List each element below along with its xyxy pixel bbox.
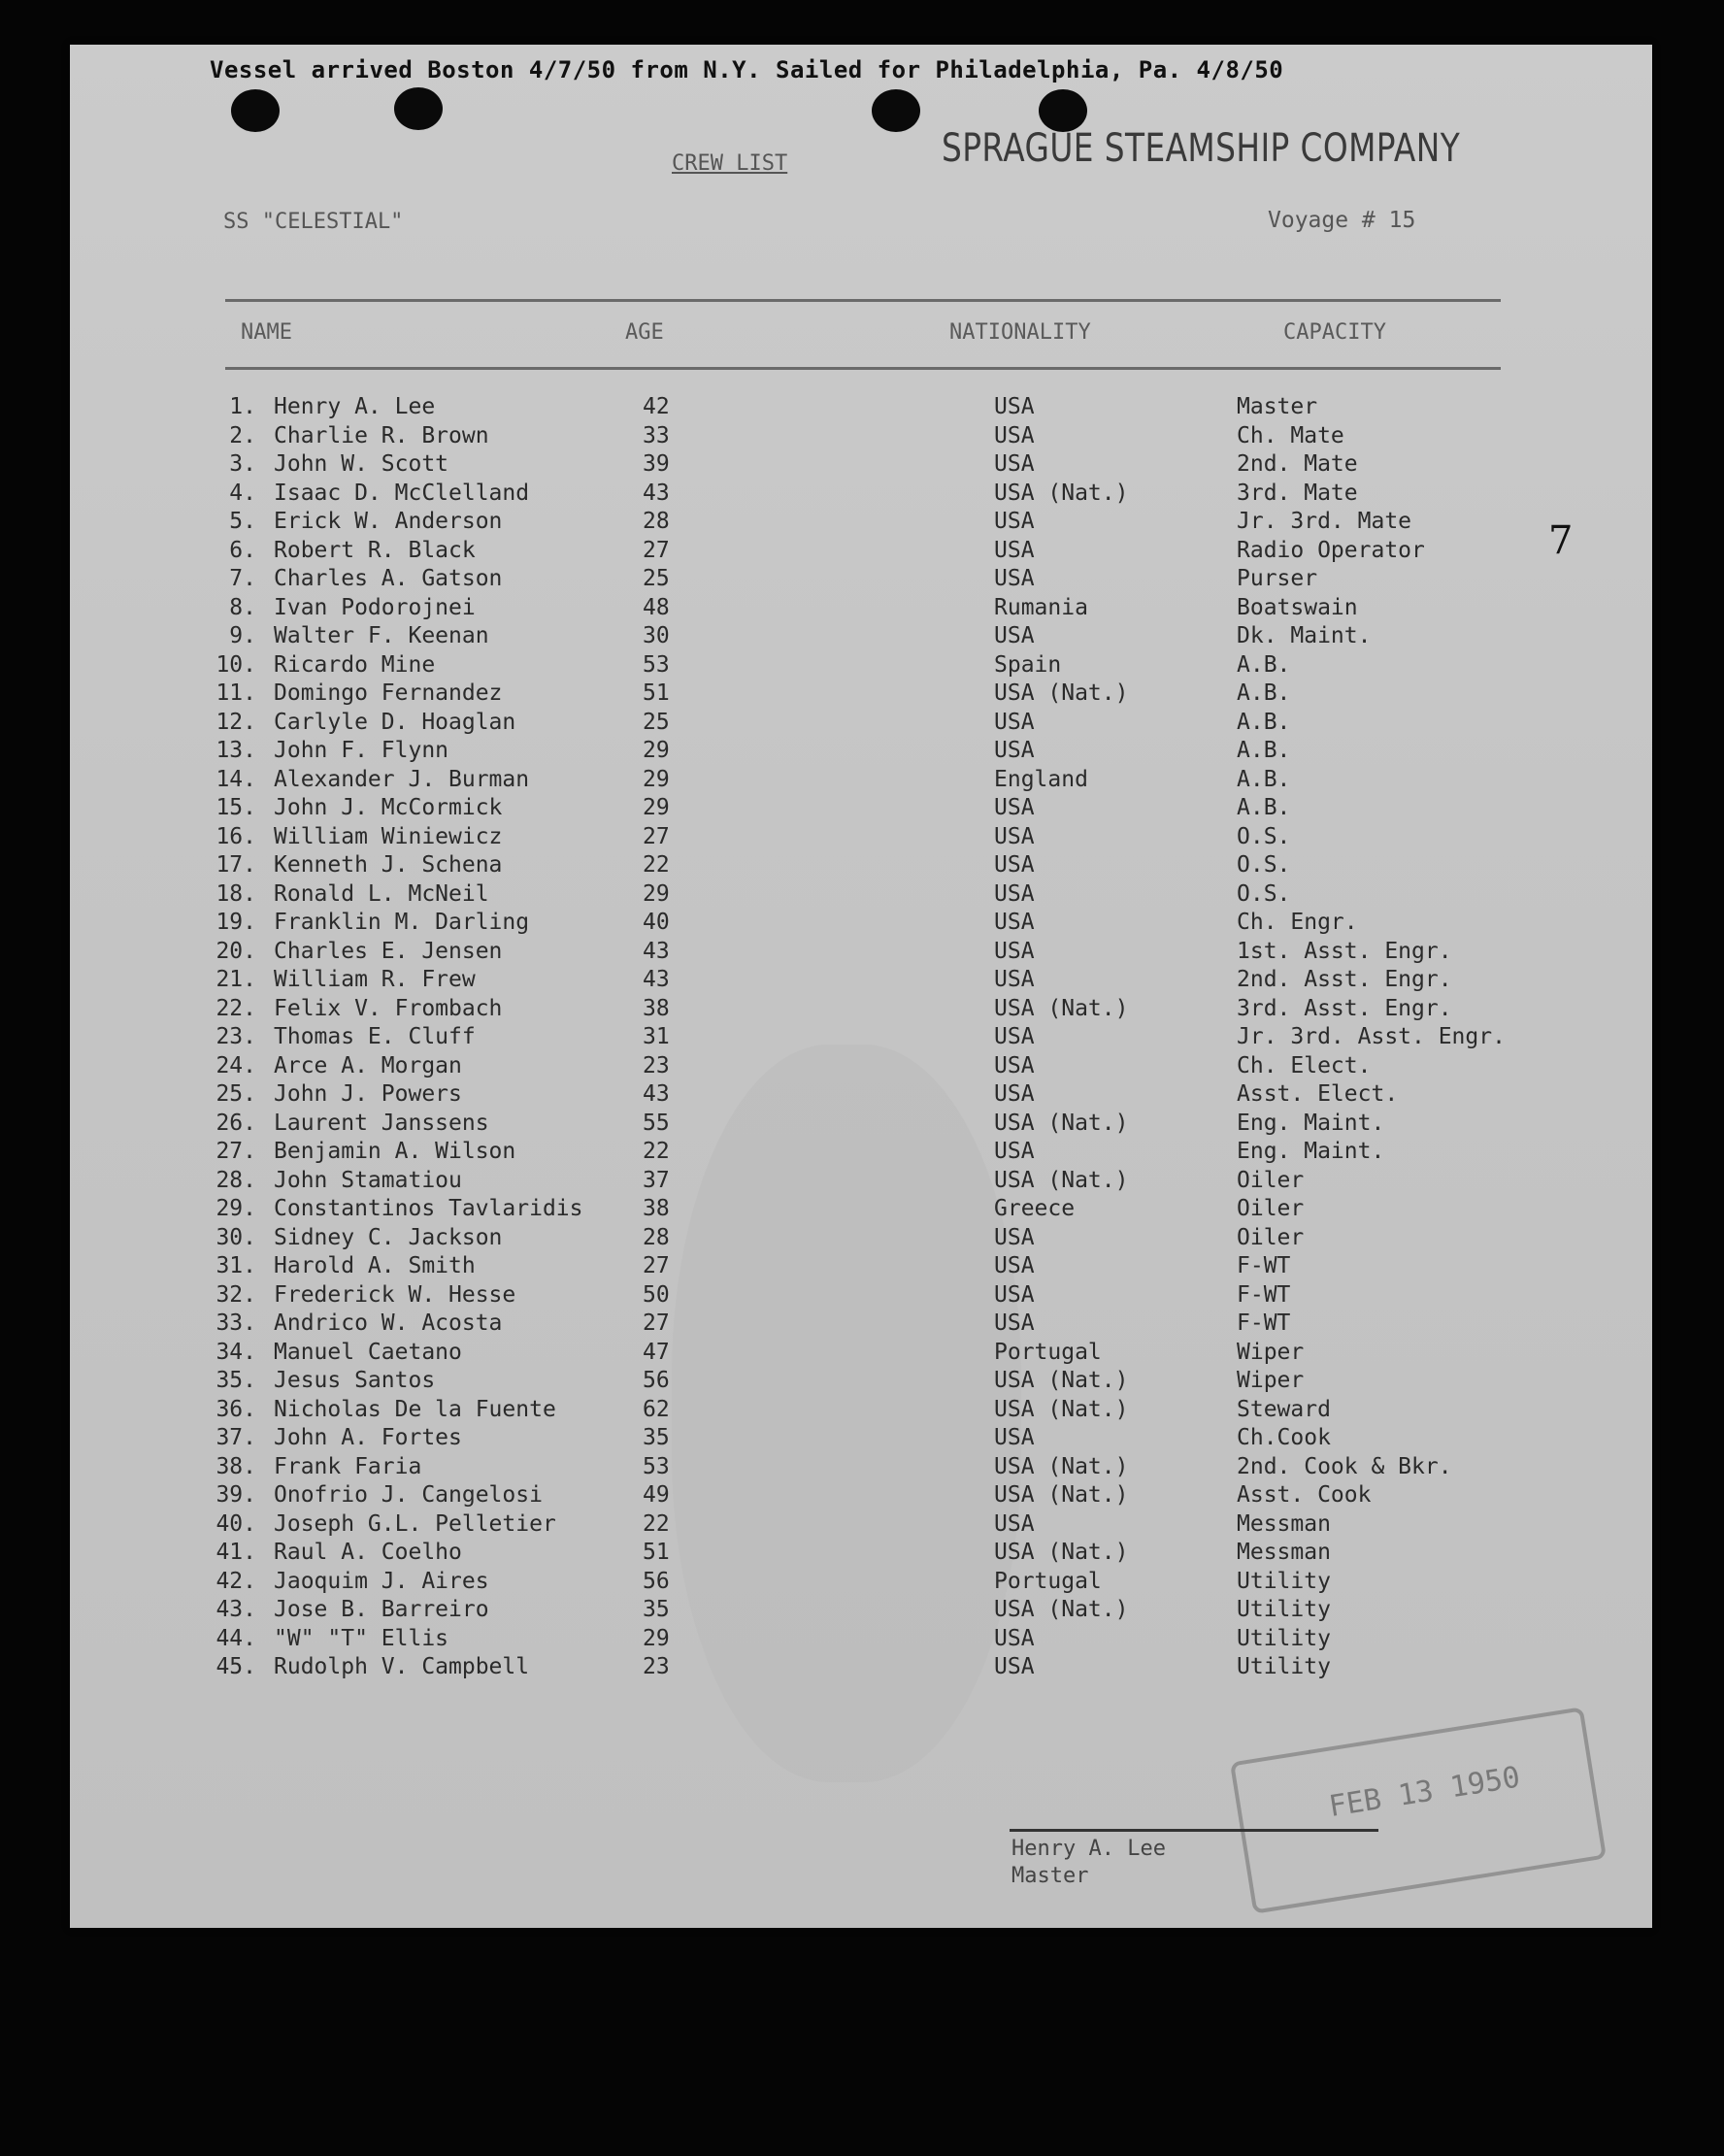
crew-name: Charlie R. Brown: [274, 422, 489, 448]
arrival-note: Vessel arrived Boston 4/7/50 from N.Y. Sailed for Philadelphia, Pa. 4/8/50: [210, 56, 1284, 83]
signature-line: [1010, 1829, 1378, 1832]
crew-age: 23: [643, 1052, 670, 1078]
crew-name: Raul A. Coelho: [274, 1540, 462, 1565]
crew-row: [70, 538, 1652, 567]
crew-number: 3.: [229, 451, 256, 477]
crew-nationality: Spain: [994, 651, 1062, 678]
crew-name: Ricardo Mine: [274, 651, 436, 678]
crew-number: 28.: [216, 1167, 256, 1193]
crew-name: Isaac D. McClelland: [274, 480, 530, 506]
crew-age: 38: [643, 1196, 670, 1221]
crew-name: Kenneth J. Schena: [274, 852, 503, 878]
crew-row: [70, 1626, 1652, 1655]
crew-nationality: Greece: [994, 1196, 1076, 1221]
crew-nationality: USA (Nat.): [994, 1368, 1129, 1393]
crew-name: Nicholas De la Fuente: [274, 1396, 556, 1422]
crew-number: 31.: [216, 1253, 256, 1278]
crew-row: [70, 481, 1652, 510]
crew-row: [70, 996, 1652, 1025]
document-title: CREW LIST: [672, 151, 788, 176]
crew-name: John F. Flynn: [274, 738, 449, 763]
crew-capacity: A.B.: [1237, 738, 1291, 763]
crew-row: [70, 710, 1652, 739]
crew-number: 37.: [216, 1425, 256, 1450]
crew-name: "W" "T" Ellis: [274, 1625, 449, 1651]
crew-number: 24.: [216, 1052, 256, 1078]
crew-row: [70, 652, 1652, 681]
crew-age: 43: [643, 480, 670, 506]
crew-name: Thomas E. Cluff: [274, 1024, 476, 1049]
crew-age: 25: [643, 709, 670, 735]
crew-capacity: 2nd. Cook & Bkr.: [1237, 1453, 1452, 1479]
crew-row: [70, 451, 1652, 481]
crew-name: Ivan Podorojnei: [274, 594, 476, 620]
crew-capacity: O.S.: [1237, 852, 1291, 878]
crew-age: 27: [643, 1310, 670, 1336]
crew-nationality: USA: [994, 1310, 1035, 1336]
crew-number: 25.: [216, 1081, 256, 1107]
crew-capacity: F-WT: [1237, 1253, 1291, 1278]
crew-age: 43: [643, 1081, 670, 1107]
crew-nationality: USA: [994, 1081, 1035, 1107]
crew-capacity: A.B.: [1237, 795, 1291, 820]
crew-name: Sidney C. Jackson: [274, 1224, 503, 1250]
crew-number: 43.: [216, 1597, 256, 1622]
crew-name: Robert R. Black: [274, 537, 476, 563]
crew-name: Frederick W. Hesse: [274, 1281, 516, 1308]
company-letterhead: SPRAGUE STEAMSHIP COMPANY: [942, 126, 1461, 171]
crew-capacity: Oiler: [1237, 1167, 1305, 1193]
crew-number: 22.: [216, 995, 256, 1021]
crew-capacity: Oiler: [1237, 1224, 1305, 1250]
crew-row: [70, 1340, 1652, 1369]
crew-nationality: USA: [994, 738, 1035, 763]
crew-nationality: USA: [994, 451, 1035, 477]
crew-name: Onofrio J. Cangelosi: [274, 1482, 543, 1508]
crew-name: John Stamatiou: [274, 1167, 462, 1193]
crew-nationality: USA (Nat.): [994, 1110, 1129, 1136]
crew-number: 10.: [216, 651, 256, 678]
crew-capacity: Asst. Elect.: [1237, 1081, 1399, 1107]
crew-nationality: USA: [994, 880, 1035, 907]
crew-name: Jose B. Barreiro: [274, 1597, 489, 1622]
crew-nationality: USA (Nat.): [994, 480, 1129, 506]
crew-capacity: Ch. Elect.: [1237, 1052, 1372, 1078]
crew-age: 56: [643, 1368, 670, 1393]
crew-name: Walter F. Keenan: [274, 623, 489, 648]
crew-name: William Winiewicz: [274, 823, 503, 849]
crew-age: 51: [643, 1540, 670, 1565]
crew-number: 18.: [216, 880, 256, 907]
crew-age: 35: [643, 1597, 670, 1622]
crew-nationality: USA: [994, 1625, 1035, 1651]
crew-number: 39.: [216, 1482, 256, 1508]
crew-name: Henry A. Lee: [274, 394, 436, 419]
header-rule-top: [225, 299, 1501, 302]
crew-nationality: Rumania: [994, 594, 1088, 620]
crew-row: [70, 1139, 1652, 1168]
crew-capacity: A.B.: [1237, 766, 1291, 792]
crew-capacity: Dk. Maint.: [1237, 623, 1372, 648]
crew-capacity: Jr. 3rd. Mate: [1237, 509, 1412, 534]
crew-name: William R. Frew: [274, 967, 476, 992]
crew-row: [70, 910, 1652, 939]
crew-number: 40.: [216, 1510, 256, 1537]
crew-age: 49: [643, 1482, 670, 1508]
crew-row: [70, 939, 1652, 968]
crew-number: 20.: [216, 938, 256, 964]
crew-capacity: Utility: [1237, 1597, 1331, 1622]
crew-nationality: USA: [994, 1139, 1035, 1164]
crew-row: [70, 423, 1652, 452]
crew-age: 30: [643, 623, 670, 648]
crew-nationality: USA: [994, 1281, 1035, 1308]
crew-age: 27: [643, 1253, 670, 1278]
crew-row: [70, 881, 1652, 911]
crew-name: Felix V. Frombach: [274, 995, 503, 1021]
crew-age: 25: [643, 566, 670, 591]
crew-nationality: USA: [994, 1052, 1035, 1078]
crew-age: 53: [643, 1453, 670, 1479]
crew-age: 50: [643, 1281, 670, 1308]
crew-row: [70, 509, 1652, 538]
column-header-name: NAME: [241, 320, 292, 345]
crew-capacity: Ch.Cook: [1237, 1425, 1331, 1450]
crew-capacity: Master: [1237, 394, 1318, 419]
crew-nationality: USA: [994, 1425, 1035, 1450]
crew-capacity: O.S.: [1237, 823, 1291, 849]
crew-nationality: USA: [994, 1654, 1035, 1679]
crew-nationality: USA: [994, 910, 1035, 935]
crew-row: [70, 1024, 1652, 1053]
crew-row: [70, 595, 1652, 624]
crew-age: 43: [643, 967, 670, 992]
crew-nationality: USA: [994, 394, 1035, 419]
crew-row: [70, 1597, 1652, 1626]
column-header-capacity: CAPACITY: [1283, 320, 1386, 345]
punch-hole: [872, 89, 920, 132]
crew-row: [70, 824, 1652, 853]
crew-row: [70, 967, 1652, 996]
crew-age: 56: [643, 1568, 670, 1594]
crew-row: [70, 1454, 1652, 1483]
crew-age: 35: [643, 1425, 670, 1450]
stamp-date: FEB 13 1950: [1326, 1760, 1523, 1825]
crew-number: 34.: [216, 1339, 256, 1365]
crew-row: [70, 394, 1652, 423]
crew-capacity: Wiper: [1237, 1368, 1305, 1393]
crew-nationality: USA (Nat.): [994, 1482, 1129, 1508]
header-rule-bottom: [225, 367, 1501, 370]
crew-nationality: USA: [994, 1024, 1035, 1049]
signatory-title: Master: [1011, 1864, 1089, 1888]
crew-number: 13.: [216, 738, 256, 763]
crew-capacity: Utility: [1237, 1654, 1331, 1679]
crew-number: 21.: [216, 967, 256, 992]
crew-capacity: Eng. Maint.: [1237, 1110, 1385, 1136]
crew-capacity: 3rd. Mate: [1237, 480, 1358, 506]
crew-nationality: USA: [994, 1510, 1035, 1537]
crew-nationality: USA (Nat.): [994, 995, 1129, 1021]
crew-age: 37: [643, 1167, 670, 1193]
crew-number: 27.: [216, 1139, 256, 1164]
crew-number: 4.: [229, 480, 256, 506]
crew-nationality: USA: [994, 823, 1035, 849]
crew-row: [70, 680, 1652, 710]
crew-number: 45.: [216, 1654, 256, 1679]
crew-number: 5.: [229, 509, 256, 534]
crew-nationality: USA: [994, 422, 1035, 448]
crew-capacity: Steward: [1237, 1396, 1331, 1422]
crew-age: 29: [643, 766, 670, 792]
crew-capacity: Jr. 3rd. Asst. Engr.: [1237, 1024, 1506, 1049]
crew-age: 47: [643, 1339, 670, 1365]
crew-name: Franklin M. Darling: [274, 910, 530, 935]
crew-row: [70, 1368, 1652, 1397]
crew-name: Ronald L. McNeil: [274, 880, 489, 907]
crew-age: 53: [643, 651, 670, 678]
crew-row: [70, 1282, 1652, 1311]
crew-number: 16.: [216, 823, 256, 849]
crew-capacity: Messman: [1237, 1540, 1331, 1565]
crew-name: John J. McCormick: [274, 795, 503, 820]
crew-capacity: Utility: [1237, 1568, 1331, 1594]
crew-name: Jaoquim J. Aires: [274, 1568, 489, 1594]
crew-nationality: USA: [994, 509, 1035, 534]
crew-age: 40: [643, 910, 670, 935]
crew-name: Erick W. Anderson: [274, 509, 503, 534]
crew-age: 29: [643, 1625, 670, 1651]
crew-capacity: 3rd. Asst. Engr.: [1237, 995, 1452, 1021]
crew-capacity: Eng. Maint.: [1237, 1139, 1385, 1164]
crew-age: 22: [643, 1510, 670, 1537]
punch-hole: [231, 89, 280, 132]
crew-name: Frank Faria: [274, 1453, 422, 1479]
crew-age: 62: [643, 1396, 670, 1422]
crew-age: 28: [643, 509, 670, 534]
crew-name: Domingo Fernandez: [274, 680, 503, 706]
margin-check-mark: 7: [1548, 518, 1574, 563]
crew-age: 29: [643, 795, 670, 820]
crew-capacity: F-WT: [1237, 1310, 1291, 1336]
crew-nationality: Portugal: [994, 1339, 1102, 1365]
crew-number: 30.: [216, 1224, 256, 1250]
crew-row: [70, 1425, 1652, 1454]
crew-name: Jesus Santos: [274, 1368, 436, 1393]
crew-nationality: USA (Nat.): [994, 1396, 1129, 1422]
crew-row: [70, 1253, 1652, 1282]
crew-capacity: Wiper: [1237, 1339, 1305, 1365]
crew-name: Charles E. Jensen: [274, 938, 503, 964]
crew-row: [70, 1053, 1652, 1082]
crew-row: [70, 1196, 1652, 1225]
crew-number: 44.: [216, 1625, 256, 1651]
crew-name: Charles A. Gatson: [274, 566, 503, 591]
crew-capacity: Ch. Mate: [1237, 422, 1344, 448]
crew-number: 1.: [229, 394, 256, 419]
crew-age: 33: [643, 422, 670, 448]
crew-number: 36.: [216, 1396, 256, 1422]
column-header-age: AGE: [625, 320, 664, 345]
crew-row: [70, 1397, 1652, 1426]
crew-name: Laurent Janssens: [274, 1110, 489, 1136]
crew-row: [70, 852, 1652, 881]
crew-row: [70, 738, 1652, 767]
crew-capacity: O.S.: [1237, 880, 1291, 907]
crew-nationality: Portugal: [994, 1568, 1102, 1594]
crew-name: John W. Scott: [274, 451, 449, 477]
crew-row: [70, 1569, 1652, 1598]
crew-number: 26.: [216, 1110, 256, 1136]
crew-number: 32.: [216, 1281, 256, 1308]
crew-number: 14.: [216, 766, 256, 792]
punch-hole: [394, 87, 443, 130]
voyage-number: Voyage # 15: [1268, 208, 1416, 233]
signatory-name: Henry A. Lee: [1011, 1837, 1166, 1861]
crew-nationality: USA: [994, 795, 1035, 820]
crew-row: [70, 623, 1652, 652]
crew-capacity: Utility: [1237, 1625, 1331, 1651]
crew-age: 22: [643, 852, 670, 878]
crew-age: 39: [643, 451, 670, 477]
crew-age: 27: [643, 537, 670, 563]
crew-capacity: 1st. Asst. Engr.: [1237, 938, 1452, 964]
crew-nationality: USA: [994, 709, 1035, 735]
crew-name: Rudolph V. Campbell: [274, 1654, 530, 1679]
crew-age: 51: [643, 680, 670, 706]
crew-number: 12.: [216, 709, 256, 735]
crew-capacity: Ch. Engr.: [1237, 910, 1358, 935]
crew-age: 29: [643, 738, 670, 763]
crew-row: [70, 767, 1652, 796]
crew-number: 11.: [216, 680, 256, 706]
crew-number: 38.: [216, 1453, 256, 1479]
crew-nationality: USA: [994, 938, 1035, 964]
crew-nationality: USA (Nat.): [994, 1167, 1129, 1193]
crew-number: 42.: [216, 1568, 256, 1594]
crew-row: [70, 1654, 1652, 1683]
crew-number: 35.: [216, 1368, 256, 1393]
crew-name: Benjamin A. Wilson: [274, 1139, 516, 1164]
crew-age: 38: [643, 995, 670, 1021]
crew-number: 33.: [216, 1310, 256, 1336]
crew-row: [70, 1511, 1652, 1541]
crew-capacity: A.B.: [1237, 651, 1291, 678]
crew-nationality: USA: [994, 1224, 1035, 1250]
crew-nationality: USA: [994, 623, 1035, 648]
crew-nationality: USA (Nat.): [994, 1540, 1129, 1565]
crew-name: John A. Fortes: [274, 1425, 462, 1450]
crew-row: [70, 1225, 1652, 1254]
crew-name: Joseph G.L. Pelletier: [274, 1510, 556, 1537]
crew-number: 2.: [229, 422, 256, 448]
crew-row: [70, 1168, 1652, 1197]
crew-age: 48: [643, 594, 670, 620]
crew-age: 31: [643, 1024, 670, 1049]
crew-capacity: Boatswain: [1237, 594, 1358, 620]
crew-nationality: USA (Nat.): [994, 1597, 1129, 1622]
crew-number: 19.: [216, 910, 256, 935]
crew-capacity: Messman: [1237, 1510, 1331, 1537]
crew-nationality: USA: [994, 852, 1035, 878]
crew-name: John J. Powers: [274, 1081, 462, 1107]
crew-capacity: A.B.: [1237, 680, 1291, 706]
crew-nationality: USA: [994, 537, 1035, 563]
crew-capacity: Radio Operator: [1237, 537, 1425, 563]
ship-name: SS "CELESTIAL": [223, 210, 404, 234]
date-stamp: [1230, 1707, 1607, 1914]
crew-name: Harold A. Smith: [274, 1253, 476, 1278]
crew-number: 17.: [216, 852, 256, 878]
crew-name: Arce A. Morgan: [274, 1052, 462, 1078]
crew-name: Constantinos Tavlaridis: [274, 1196, 583, 1221]
crew-number: 15.: [216, 795, 256, 820]
document-page: [70, 45, 1652, 1928]
crew-capacity: 2nd. Asst. Engr.: [1237, 967, 1452, 992]
crew-nationality: USA: [994, 1253, 1035, 1278]
crew-row: [70, 795, 1652, 824]
crew-age: 43: [643, 938, 670, 964]
crew-age: 27: [643, 823, 670, 849]
crew-capacity: 2nd. Mate: [1237, 451, 1358, 477]
crew-row: [70, 1540, 1652, 1569]
crew-nationality: USA: [994, 967, 1035, 992]
crew-name: Andrico W. Acosta: [274, 1310, 503, 1336]
crew-capacity: Oiler: [1237, 1196, 1305, 1221]
crew-number: 7.: [229, 566, 256, 591]
crew-row: [70, 1111, 1652, 1140]
crew-number: 6.: [229, 537, 256, 563]
crew-age: 23: [643, 1654, 670, 1679]
crew-number: 23.: [216, 1024, 256, 1049]
crew-row: [70, 566, 1652, 595]
column-header-nationality: NATIONALITY: [949, 320, 1091, 345]
crew-age: 42: [643, 394, 670, 419]
crew-capacity: F-WT: [1237, 1281, 1291, 1308]
crew-nationality: USA (Nat.): [994, 1453, 1129, 1479]
crew-name: Manuel Caetano: [274, 1339, 462, 1365]
crew-name: Alexander J. Burman: [274, 766, 530, 792]
crew-number: 8.: [229, 594, 256, 620]
crew-number: 9.: [229, 623, 256, 648]
crew-age: 22: [643, 1139, 670, 1164]
crew-capacity: A.B.: [1237, 709, 1291, 735]
crew-age: 28: [643, 1224, 670, 1250]
crew-number: 29.: [216, 1196, 256, 1221]
crew-nationality: USA: [994, 566, 1035, 591]
crew-nationality: USA (Nat.): [994, 680, 1129, 706]
crew-age: 55: [643, 1110, 670, 1136]
crew-age: 29: [643, 880, 670, 907]
crew-row: [70, 1081, 1652, 1111]
crew-row: [70, 1482, 1652, 1511]
crew-name: Carlyle D. Hoaglan: [274, 709, 516, 735]
crew-capacity: Purser: [1237, 566, 1318, 591]
crew-nationality: England: [994, 766, 1088, 792]
crew-row: [70, 1310, 1652, 1340]
crew-capacity: Asst. Cook: [1237, 1482, 1372, 1508]
crew-number: 41.: [216, 1540, 256, 1565]
